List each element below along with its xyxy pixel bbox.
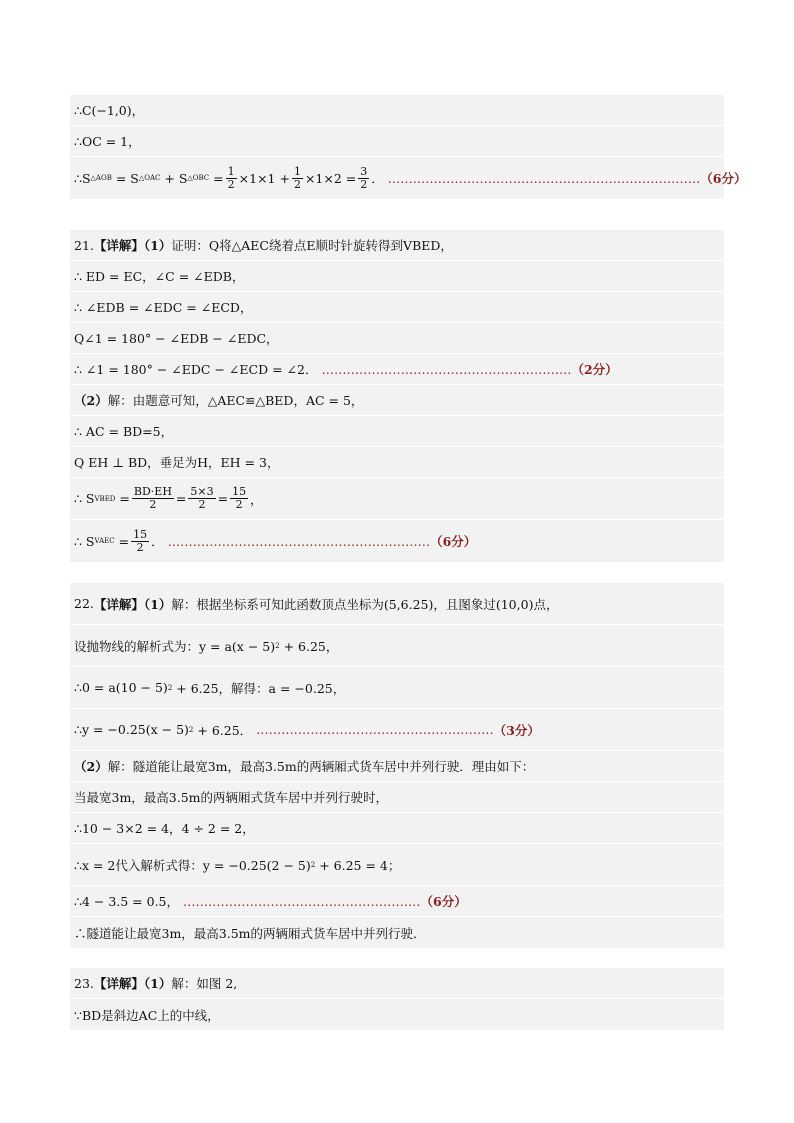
math-text: ∴ S <box>74 491 95 506</box>
section-label: 【详解】（1） <box>93 596 172 612</box>
math-superscript: 2 <box>275 641 280 650</box>
score-badge: （3分） <box>493 722 540 738</box>
math-superscript: 2 <box>310 860 316 869</box>
answer-line <box>70 968 724 999</box>
math-text: 当最宽3m，最高3.5m的两辆厢式货车居中并列行驶时， <box>74 790 389 805</box>
math-text: 解：如图 2, <box>171 976 238 991</box>
math-text: 解：根据坐标系可知此函数顶点坐标为(5,6.25)，且图象过(10,0)点， <box>171 596 559 612</box>
question-number: 22. <box>74 596 94 611</box>
answer-line <box>70 416 724 447</box>
answer-line <box>70 583 724 625</box>
math-text: ×1×1 + <box>238 170 290 186</box>
score-badge: （6分） <box>420 894 467 909</box>
math-text: ∴ ∠EDB = ∠EDC = ∠ECD， <box>74 300 253 315</box>
math-text: 解：由题意可知，△AEC≌△BED，AC = 5， <box>107 393 364 408</box>
answer-line <box>70 917 724 948</box>
math-text: = <box>118 533 130 549</box>
math-text: + 6.25 = 4； <box>319 857 401 873</box>
answer-line <box>70 999 724 1030</box>
math-subscript: VBED <box>94 494 116 503</box>
math-text: + 6.25，解得：a = −0.25， <box>176 680 346 696</box>
answer-line <box>70 709 724 751</box>
math-superscript: 2 <box>188 725 194 734</box>
math-text: ． <box>151 534 164 549</box>
score-badge: （6分） <box>700 171 747 186</box>
math-superscript: 2 <box>167 683 173 692</box>
answer-block-22 <box>70 583 724 948</box>
answer-line <box>70 478 724 520</box>
math-text: 证明：Q将△AEC绕着点E顺时针旋转得到VBED， <box>171 238 453 253</box>
math-text: = <box>217 491 229 506</box>
math-subscript: △OAC <box>138 174 161 182</box>
leader-dots: ………………………………………………………………… <box>387 170 701 186</box>
math-text: 解：隧道能让最宽3m，最高3.5m的两辆厢式货车居中并列行驶．理由如下： <box>107 759 535 774</box>
math-text: ∴S <box>74 170 91 186</box>
answer-line <box>70 126 724 157</box>
answer-line <box>70 751 724 782</box>
math-text: ∴10 − 3×2 = 4，4 ÷ 2 = 2， <box>74 821 255 836</box>
math-text: ∴ ED = EC，∠C = ∠EDB， <box>74 269 245 284</box>
math-text: ∴ ∠1 = 180° − ∠EDC − ∠ECD = ∠2． <box>74 362 318 377</box>
answer-line <box>70 354 724 385</box>
math-text: = <box>175 491 187 506</box>
math-text: ∴0 = a(10 − 5) <box>74 680 168 695</box>
question-number: 21. <box>74 237 94 253</box>
math-text: ∴隧道能让最宽3m，最高3.5m的两辆厢式货车居中并列行驶． <box>74 925 426 941</box>
fraction: $\frac{1}{2}$ <box>293 164 301 191</box>
answer-line <box>70 520 724 562</box>
math-text: ∴x = 2代入解析式得：y = −0.25(2 − 5) <box>74 857 311 873</box>
math-text: Q∠1 = 180° − ∠EDB − ∠EDC， <box>74 331 279 346</box>
answer-line <box>70 95 724 126</box>
answer-line <box>70 782 724 813</box>
leader-dots: ………………………………………………… <box>183 893 421 909</box>
math-text: Q EH ⊥ BD，垂足为H，EH = 3， <box>74 455 280 470</box>
score-badge: （2分） <box>571 362 618 377</box>
score-badge: （6分） <box>430 534 477 549</box>
answer-line <box>70 667 724 709</box>
answer-block-21 <box>70 230 724 562</box>
leader-dots: ………………………………………………… <box>256 722 494 737</box>
answer-line <box>70 323 724 354</box>
math-text: = <box>213 170 224 186</box>
answer-line <box>70 292 724 323</box>
answer-line <box>70 886 724 917</box>
answer-line <box>70 230 724 261</box>
section-label: 【详解】（1） <box>93 238 172 253</box>
math-text: ∴ S <box>74 533 95 549</box>
answer-line <box>70 844 724 886</box>
math-text: ∴4 − 3.5 = 0.5， <box>74 894 180 909</box>
math-subscript: △OBC <box>187 174 210 182</box>
math-text: ×1×2 = <box>304 170 357 186</box>
leader-dots: ……………………………………………………… <box>167 533 431 549</box>
math-text: + S <box>164 170 188 186</box>
fraction: $\frac{15}{2}$ <box>133 527 148 554</box>
math-text: = S <box>115 170 139 186</box>
answer-line <box>70 385 724 416</box>
math-text: 设抛物线的解析式为：y = a(x − 5) <box>74 638 276 654</box>
answer-line <box>70 813 724 844</box>
math-text: ∵BD是斜边AC上的中线， <box>74 1007 220 1023</box>
answer-line <box>70 261 724 292</box>
fraction: $\frac{15}{2}$ <box>232 485 247 511</box>
section-label: （2） <box>74 759 108 774</box>
section-label: （2） <box>74 393 108 408</box>
math-text: ∴OC = 1， <box>74 134 141 149</box>
leader-dots: …………………………………………………… <box>321 361 572 377</box>
fraction: $\frac{3}{2}$ <box>360 164 368 191</box>
math-text: ∴C(−1,0)， <box>74 103 145 118</box>
math-text: + 6.25． <box>197 722 253 738</box>
math-subscript: VAEC <box>94 537 115 545</box>
fraction: $\frac{BD\cdot EH}{2}$ <box>133 485 172 511</box>
answer-block-23 <box>70 968 724 1030</box>
math-text: = <box>119 491 130 506</box>
math-text: ， <box>250 491 263 507</box>
answer-line <box>70 157 747 199</box>
math-text: + 6.25， <box>283 638 339 654</box>
fraction: $\frac{1}{2}$ <box>227 164 235 191</box>
math-text: ． <box>371 171 384 186</box>
math-text: ∴ AC = BD=5， <box>74 424 174 439</box>
fraction: $\frac{5\times 3}{2}$ <box>190 485 214 511</box>
section-label: 【详解】（1） <box>93 976 172 991</box>
answer-line <box>70 447 724 478</box>
math-text: ∴y = −0.25(x − 5) <box>74 722 189 737</box>
math-subscript: △AOB <box>90 174 112 182</box>
answer-block-20 <box>70 95 747 199</box>
question-number: 23. <box>74 975 94 991</box>
answer-line <box>70 625 724 667</box>
